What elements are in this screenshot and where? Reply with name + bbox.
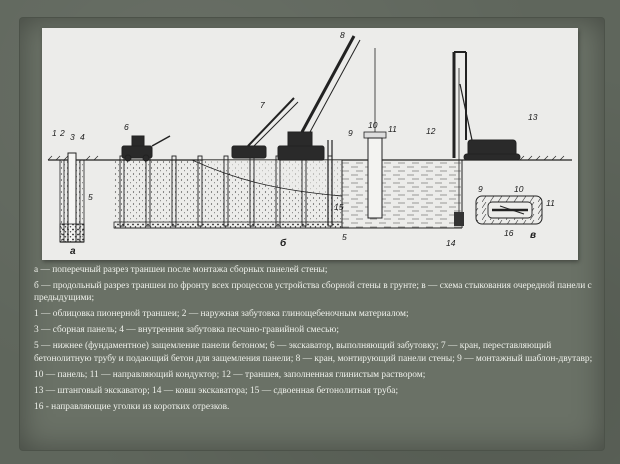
callout-v16: 16 <box>504 228 514 238</box>
section-label-v: в <box>530 230 537 241</box>
callout-10: 10 <box>368 120 378 130</box>
callout-9: 9 <box>348 128 353 138</box>
callout-2: 2 <box>60 128 65 138</box>
callout-6: 6 <box>124 122 129 132</box>
callout-1: 1 <box>52 128 57 138</box>
section-a-cross-section <box>60 153 84 242</box>
callout-4: 4 <box>80 132 85 142</box>
caption-line-7: 13 — штанговый экскаватор; 14 — ковш экскаватора; 15 — сдвоенная бетонолитная труба; <box>34 385 399 396</box>
caption-line-3: 1 — облицовка пионерной траншеи; 2 — наружная забутовка глинощебеночным материалом; <box>34 309 409 320</box>
caption-line-1: а — поперечный разрез траншеи после монтажа сборных панелей стены; <box>34 265 328 275</box>
callout-15: 15 <box>334 202 344 212</box>
callout-v10: 10 <box>514 184 524 194</box>
legend-caption <box>34 264 594 417</box>
caption-line-4: 3 — сборная панель; 4 — внутренняя забутовка песчано-гравийной смесью; <box>34 325 340 336</box>
callout-3: 3 <box>70 132 75 142</box>
callout-11: 11 <box>388 124 397 134</box>
callout-8: 8 <box>340 30 345 40</box>
callout-5-a: 5 <box>88 192 93 202</box>
equipment <box>122 36 520 161</box>
callout-14: 14 <box>446 238 456 248</box>
callout-7: 7 <box>260 100 265 110</box>
trench-diagram <box>42 28 578 260</box>
section-v-joint-scheme <box>476 196 542 224</box>
caption-line-5: 5 — нижнее (фундаментное) защемление панели бетоном; 6 — экскаватор, выполняющий забутовку; 7 — кран, переставляющий бетонолитную трубу и подающий бетон для защемления панели; 8 — кран, монтирующий панели стены; 9 — монтажный шаблон-двутавр; <box>34 341 593 364</box>
callout-5-b: 5 <box>342 232 347 242</box>
diagram-drawing <box>42 28 578 260</box>
callout-13: 13 <box>528 112 538 122</box>
callout-v9: 9 <box>478 184 483 194</box>
section-label-a: а <box>70 246 76 257</box>
caption-line-6: 10 — панель; 11 — направляющий кондуктор; 12 — траншея, заполненная глинистым раствором; <box>34 369 426 380</box>
caption-line-8: 16 - направляющие уголки из коротких отрезков. <box>34 401 230 412</box>
callout-v11: 11 <box>546 198 555 208</box>
callout-12: 12 <box>426 126 436 136</box>
caption-line-2: б — продольный разрез траншеи по фронту всех процессов устройства сборной стены в грунте; в — схема стыкования очередной панели с предыдущими; <box>34 281 592 304</box>
section-label-b: б <box>280 238 287 249</box>
